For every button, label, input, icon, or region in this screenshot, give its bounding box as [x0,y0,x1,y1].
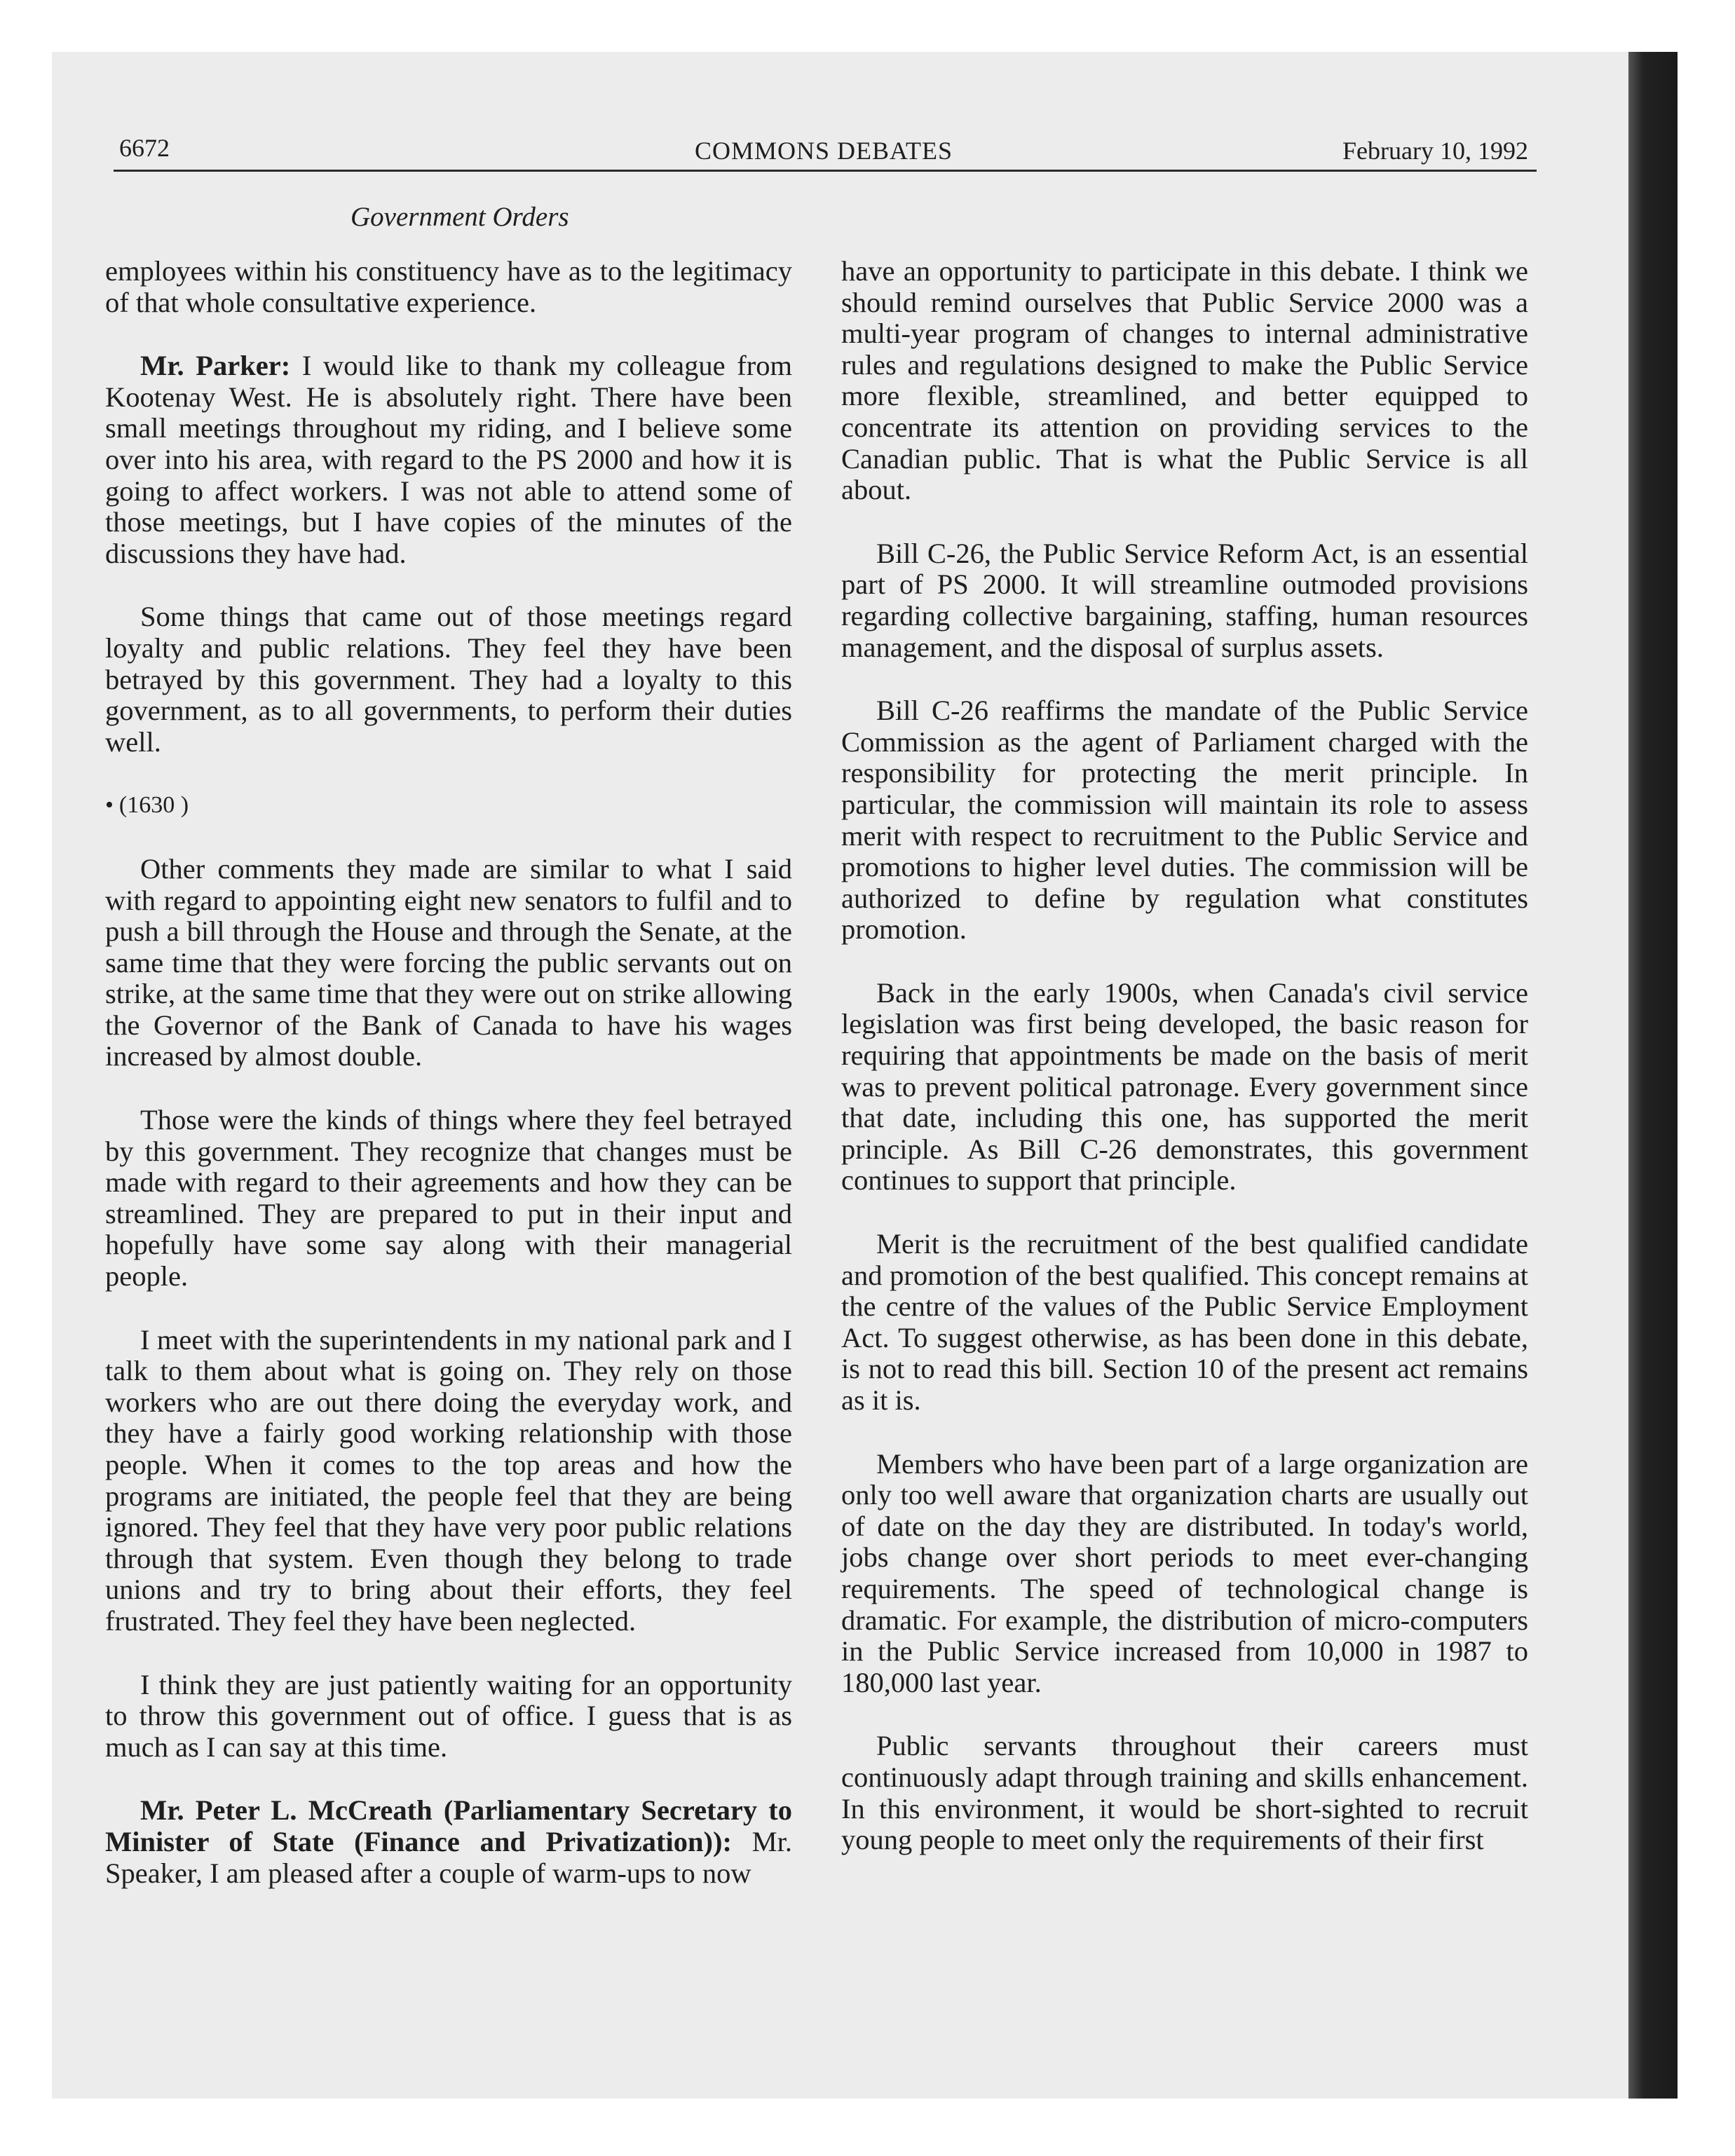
paragraph [105,1795,792,1889]
document-page [105,0,1542,2156]
paragraph [105,350,792,569]
bullet-icon: • [105,792,114,819]
speech-text: I would like to thank my colleague from Kootenay West. He is absolutely right. There have been small meetings throughout my riding, and I believe some over into his area, with regard to the PS 2000 and how it is going to affect workers. I was not able to attend some of those meetings, but I have copies of the minutes of the discussions they have had. [105,350,792,569]
paragraph: Other comments they made are similar to what I said with regard to appointing eight new senators to fulfil and to push a bill through the House and through the Senate, at the same time that they were forcing the public servants out on strike, at the same time that they were out on strike allowing the Governor of the Bank of Canada to have his wages increased by almost double. [105,852,792,1072]
paragraph: I meet with the superintendents in my national park and I talk to them about what is going on. They rely on those workers who are out there doing the everyday work, and they have a fairly good working relationship with those people. When it comes to the top areas and how the programs are initiated, the people feel that they are being ignored. They feel that they have very poor public relations through that system. Even though they belong to trade unions and try to bring about their efforts, they feel frustrated. They feel they have been neglected. [105,1323,792,1637]
time-stamp: (1630 ) [118,792,189,819]
paragraph: have an opportunity to participate in this debate. I think we should remind ourselves that Public Service 2000 was a multi-year program of changes to internal administrative rules and regulations designed to make the Public Service more flexible, streamlined, and better equipped to concentrate its attention on providing services to the Canadian public. That is what the Public Service is all about. [841,255,1528,506]
paragraph: Bill C-26 reaffirms the mandate of the Public Service Commission as the agent of Parliament charged with the responsibility for protecting the merit principle. In particular, the commission will maintain its role to assess merit with respect to recruitment to the Public Service and promotions to higher level duties. The commission will be authorized to define by regulation what constitutes promotion. [841,695,1528,946]
page-number: 6672 [119,134,170,162]
paragraph: Some things that came out of those meetings regard loyalty and public relations. They feel they have been betrayed by this government. They had a loyalty to this government, as to all governments, to perform their duties well. [105,601,792,758]
paragraph: Those were the kinds of things where they feel betrayed by this government. They recognize that changes must be made with regard to their agreements and how they can be streamlined. They are prepared to put in their input and hopefully have some say along with their managerial people. [105,1104,792,1292]
paragraph: Merit is the recruitment of the best qualified candidate and promotion of the best qualified. This concept remains at the centre of the values of the Public Service Employment Act. To suggest otherwise, as has been done in this debate, is not to read this bill. Section 10 of the present act remains as it is. [841,1228,1528,1416]
paragraph: Back in the early 1900s, when Canada's civil service legislation was first being developed, the basic reason for requiring that appointments be made on the basis of merit was to prevent political patronage. Every government since that date, including this one, has supported the merit principle. As Bill C-26 demonstrates, this government continues to support that principle. [841,976,1528,1196]
paragraph: Public servants throughout their careers must continuously adapt through training and skills enhancement. In this environment, it would be short-sighted to recruit young people to meet only the requirements of their first [841,1730,1528,1856]
time-marker [105,790,792,821]
speaker-name: Mr. Peter L. McCreath (Parliamentary Secretary to Minister of State (Finance and Privatization)): [105,1794,792,1857]
right-column [841,256,1528,1888]
section-heading: Government Orders [351,202,569,232]
paragraph: employees within his constituency have as to the legitimacy of that whole consultative experience. [105,255,792,318]
running-header [105,133,1542,168]
paragraph: Bill C-26, the Public Service Reform Act, is an essential part of PS 2000. It will streamline outmoded provisions regarding collective bargaining, staffing, human resources management, and the disposal of surplus assets. [841,537,1528,663]
paragraph: Members who have been part of a large organization are only too well aware that organization charts are usually out of date on the day they are distributed. In today's world, jobs change over short periods to meet ever-changing requirements. The speed of technological change is dramatic. For example, the distribution of micro-computers in the Public Service increased from 10,000 in 1987 to 180,000 last year. [841,1447,1528,1698]
paragraph: I think they are just patiently waiting for an opportunity to throw this government out of office. I guess that is as much as I can say at this time. [105,1668,792,1763]
header-rule [114,170,1537,172]
publication-title: COMMONS DEBATES [694,137,953,165]
left-column [105,256,792,1921]
speaker-name: Mr. Parker: [140,350,291,382]
scan-edge-shadow [1628,52,1678,2099]
speech-text: Mr. Speaker, I am pleased after a couple of warm-ups to now [105,1825,792,1889]
publication-date: February 10, 1992 [1342,137,1528,165]
